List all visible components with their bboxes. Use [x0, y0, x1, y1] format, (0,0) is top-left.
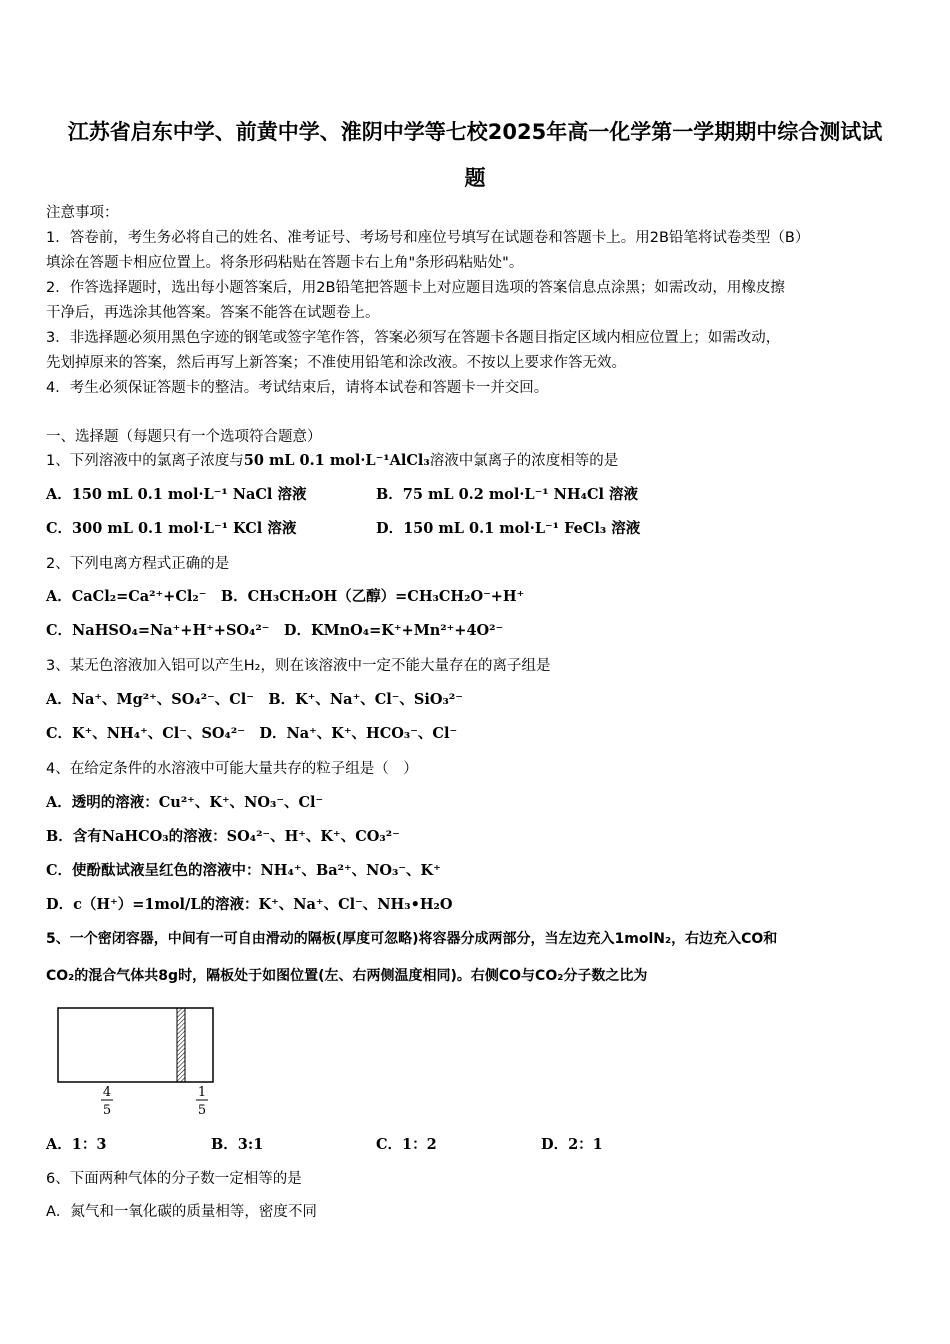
q5-option-d: D．2：1: [541, 1136, 603, 1153]
left-fraction-denominator: 5: [102, 1103, 112, 1118]
notice-heading: 注意事项：: [46, 205, 119, 221]
right-fraction-numerator: 1: [197, 1085, 207, 1100]
question-2-stem: 2、下列电离方程式正确的是: [46, 556, 230, 572]
q3-options-ab: A．Na⁺、Mg²⁺、SO₄²⁻、Cl⁻ B．K⁺、Na⁺、Cl⁻、SiO₃²⁻: [46, 691, 463, 708]
left-fraction-numerator: 4: [102, 1085, 112, 1100]
notice-line: 2．作答选择题时，选出每小题答案后，用2B铅笔把答题卡上对应题目选项的答案信息点涂黑；如需改动，用橡皮擦: [46, 280, 785, 296]
notice-line: 3．非选择题必须用黑色字迹的钢笔或签字笔作答，答案必须写在答题卡各题目指定区域内相应位置上；如需改动，: [46, 330, 781, 346]
q5-option-b: B．3:1: [211, 1136, 264, 1153]
q1-stem-formula: 50 mL 0.1 mol·L⁻¹AlCl₃: [243, 452, 430, 469]
q6-option-a: A．氮气和一氧化碳的质量相等，密度不同: [46, 1204, 317, 1220]
q5-option-c: C．1：2: [376, 1136, 437, 1153]
notice-line: 先划掉原来的答案，然后再写上新答案；不准使用铅笔和涂改液。不按以上要求作答无效。: [46, 355, 626, 371]
right-fraction-denominator: 5: [197, 1103, 207, 1118]
q1-stem-part: 1、下列溶液中的氯离子浓度与: [46, 453, 244, 469]
question-3-stem: 3、某无色溶液加入铝可以产生H₂，则在该溶液中一定不能大量存在的离子组是: [46, 658, 551, 674]
q4-option-d: D．c（H⁺）=1mol/L的溶液：K⁺、Na⁺、Cl⁻、NH₃•H₂O: [46, 896, 453, 913]
q4-option-a: A．透明的溶液：Cu²⁺、K⁺、NO₃⁻、Cl⁻: [46, 794, 324, 811]
notice-line: 4．考生必须保证答题卡的整洁。考试结束后，请将本试卷和答题卡一并交回。: [46, 380, 549, 396]
q1-option-a: A．150 mL 0.1 mol·L⁻¹ NaCl 溶液: [46, 486, 307, 503]
container-outline: [58, 1008, 213, 1082]
q4-option-c: C．使酚酞试液呈红色的溶液中：NH₄⁺、Ba²⁺、NO₃⁻、K⁺: [46, 862, 441, 879]
question-4-stem: 4、在给定条件的水溶液中可能大量共存的粒子组是（ ）: [46, 761, 418, 777]
exam-title-line-2: 题: [464, 166, 486, 190]
question-5-stem-line-2: CO₂的混合气体共8g时，隔板处于如图位置(左、右两侧温度相同)。右侧CO与CO₂分子数之比为: [46, 968, 648, 984]
notice-line: 填涂在答题卡相应位置上。将条形码粘贴在答题卡右上角"条形码粘贴处"。: [46, 255, 524, 271]
q1-option-b: B．75 mL 0.2 mol·L⁻¹ NH₄Cl 溶液: [376, 486, 639, 503]
q1-option-d: D．150 mL 0.1 mol·L⁻¹ FeCl₃ 溶液: [376, 520, 641, 537]
q5-option-a: A．1：3: [46, 1136, 107, 1153]
question-5-stem-line-1: 5、一个密闭容器，中间有一可自由滑动的隔板(厚度可忽略)将容器分成两部分，当左边充入1molN₂，右边充入CO和: [46, 931, 778, 947]
q1-option-c: C．300 mL 0.1 mol·L⁻¹ KCl 溶液: [46, 520, 297, 537]
q3-options-cd: C．K⁺、NH₄⁺、Cl⁻、SO₄²⁻ D．Na⁺、K⁺、HCO₃⁻、Cl⁻: [46, 725, 458, 742]
section-heading: 一、选择题（每题只有一个选项符合题意）: [46, 429, 322, 445]
exam-title-line-1: 江苏省启东中学、前黄中学、淮阴中学等七校2025年高一化学第一学期期中综合测试试: [67, 120, 883, 144]
notice-line: 1．答卷前，考生务必将自己的姓名、准考证号、考场号和座位号填写在试题卷和答题卡上。用2B铅笔将试卷类型（B）: [46, 230, 810, 246]
q2-options-cd: C．NaHSO₄=Na⁺+H⁺+SO₄²⁻ D．KMnO₄=K⁺+Mn²⁺+4O²⁻: [46, 622, 504, 639]
question-6-stem: 6、下面两种气体的分子数一定相等的是: [46, 1171, 302, 1187]
q2-options-ab: A．CaCl₂=Ca²⁺+Cl₂⁻ B．CH₃CH₂OH（乙醇）=CH₃CH₂O⁻+H⁺: [46, 588, 525, 605]
notice-line: 干净后，再选涂其他答案。答案不能答在试题卷上。: [46, 305, 380, 321]
q4-option-b: B．含有NaHCO₃的溶液：SO₄²⁻、H⁺、K⁺、CO₃²⁻: [46, 828, 400, 845]
container-partition-diagram: [50, 1000, 230, 1120]
sliding-partition: [177, 1008, 185, 1082]
question-1-stem: [46, 451, 916, 471]
q1-stem-part: 溶液中氯离子的浓度相等的是: [429, 453, 619, 469]
